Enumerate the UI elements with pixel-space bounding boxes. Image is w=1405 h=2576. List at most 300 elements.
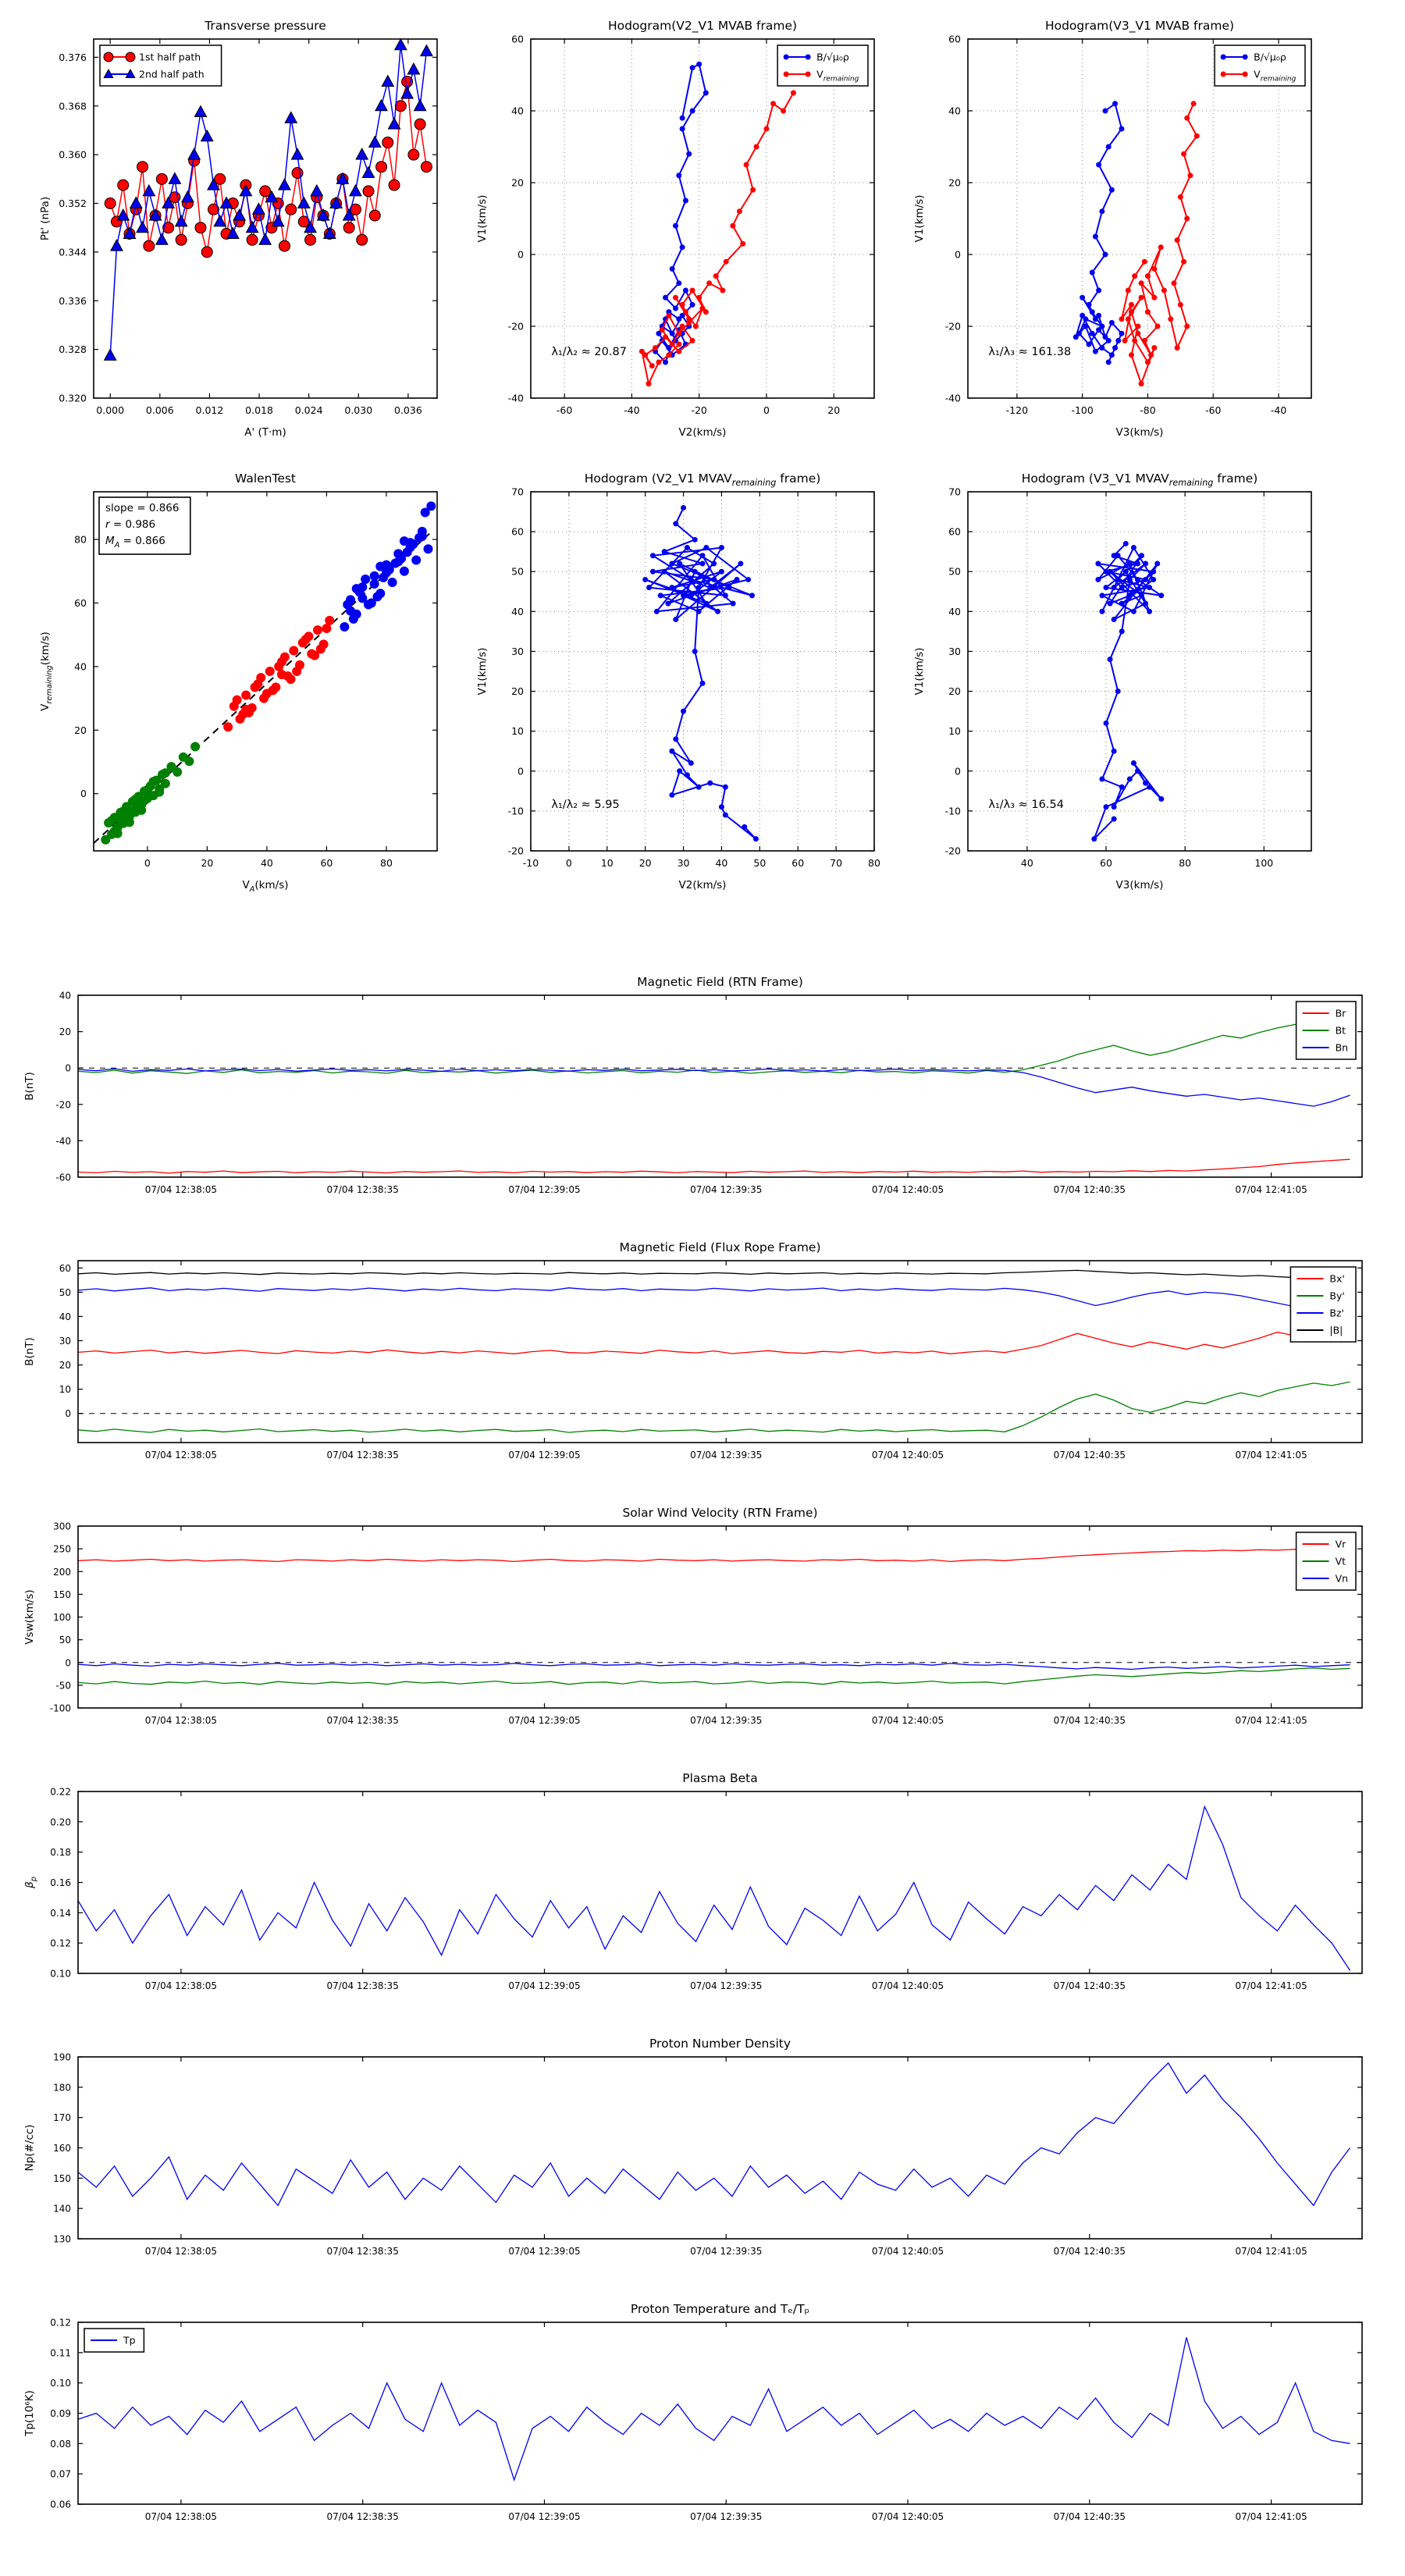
series-B bbox=[653, 62, 709, 365]
svg-text:40: 40 bbox=[511, 105, 524, 117]
svg-text:0.12: 0.12 bbox=[50, 1937, 71, 1949]
svg-text:20: 20 bbox=[948, 176, 961, 189]
svg-text:Vn: Vn bbox=[1335, 1572, 1349, 1585]
svg-text:20: 20 bbox=[59, 1360, 71, 1372]
svg-text:50: 50 bbox=[948, 565, 961, 578]
svg-text:Bz': Bz' bbox=[1329, 1307, 1344, 1319]
svg-text:0: 0 bbox=[65, 1062, 71, 1074]
grid bbox=[531, 39, 874, 398]
svg-text:07/04 12:38:35: 07/04 12:38:35 bbox=[326, 2511, 399, 2522]
svg-text:0.16: 0.16 bbox=[50, 1877, 71, 1888]
svg-text:07/04 12:38:35: 07/04 12:38:35 bbox=[326, 1980, 399, 1991]
svg-text:Vr: Vr bbox=[1335, 1538, 1346, 1550]
series-mid-interval bbox=[223, 616, 334, 731]
svg-text:0.018: 0.018 bbox=[245, 404, 273, 416]
svg-text:0.06: 0.06 bbox=[50, 2499, 71, 2510]
grid bbox=[531, 492, 874, 851]
svg-text:40: 40 bbox=[59, 1311, 71, 1322]
svg-text:300: 300 bbox=[53, 1521, 71, 1532]
svg-text:07/04 12:38:05: 07/04 12:38:05 bbox=[144, 1715, 218, 1726]
chart-solar-wind-velocity bbox=[0, 1501, 1405, 1759]
axes-frame bbox=[78, 2322, 1362, 2504]
svg-text:MA = 0.866: $M_A = 0.866$ bbox=[105, 535, 165, 550]
svg-text:50: 50 bbox=[753, 857, 767, 869]
svg-text:80: 80 bbox=[868, 857, 880, 869]
svg-text:07/04 12:39:35: 07/04 12:39:35 bbox=[690, 1715, 763, 1726]
svg-text:0: 0 bbox=[565, 857, 572, 869]
svg-text:0.09: 0.09 bbox=[50, 2408, 71, 2419]
legend bbox=[84, 2329, 144, 2352]
svg-text:30: 30 bbox=[511, 645, 524, 657]
legend bbox=[100, 45, 222, 86]
axes-frame bbox=[968, 39, 1311, 398]
svg-text:0.376: 0.376 bbox=[59, 51, 87, 63]
series-V-trace bbox=[1091, 541, 1164, 841]
ticks bbox=[508, 34, 874, 417]
svg-text:0.08: 0.08 bbox=[50, 2438, 71, 2450]
svg-text:0: 0 bbox=[65, 1657, 71, 1669]
svg-text:WalenTest: WalenTest bbox=[234, 471, 297, 486]
svg-text:Vremaining(km/s): $V_{remaining}(km/s)$ bbox=[39, 632, 54, 711]
svg-text:Hodogram (V2_V1 MVAVremaining: Hodogram (V2_V1 $MVAV_{remaining}$ frame) bbox=[584, 471, 821, 488]
info-box bbox=[99, 497, 190, 554]
svg-text:βp: $\beta_p$ bbox=[23, 1877, 38, 1888]
series-2nd half path bbox=[105, 39, 432, 361]
svg-text:200: 200 bbox=[53, 1566, 71, 1578]
svg-text:-10: -10 bbox=[522, 857, 539, 869]
svg-text:-10: -10 bbox=[507, 805, 524, 817]
svg-text:07/04 12:40:35: 07/04 12:40:35 bbox=[1053, 1450, 1126, 1461]
svg-text:B/√μ₀ρ: B/√μ₀ρ bbox=[816, 51, 849, 63]
svg-text:60: 60 bbox=[511, 33, 524, 45]
svg-text:80: 80 bbox=[74, 533, 87, 546]
svg-text:60: 60 bbox=[948, 33, 961, 45]
svg-text:140: 140 bbox=[53, 2203, 71, 2215]
svg-text:slope = 0.866: slope = 0.866 bbox=[105, 502, 180, 514]
svg-text:0: 0 bbox=[955, 765, 961, 777]
hodogram-v2v1-mvab-group bbox=[476, 19, 874, 439]
svg-text:Pt' (nPa): Pt' (nPa) bbox=[39, 196, 52, 241]
svg-text:07/04 12:38:35: 07/04 12:38:35 bbox=[326, 1450, 399, 1461]
svg-text:60: 60 bbox=[791, 857, 805, 869]
svg-text:07/04 12:38:05: 07/04 12:38:05 bbox=[144, 2246, 218, 2257]
svg-text:150: 150 bbox=[53, 1589, 71, 1600]
svg-text:-60: -60 bbox=[55, 1172, 71, 1183]
svg-text:10: 10 bbox=[600, 857, 614, 869]
series-V-trace bbox=[642, 505, 759, 841]
svg-text:07/04 12:41:05: 07/04 12:41:05 bbox=[1235, 1450, 1307, 1461]
svg-text:V2(km/s): V2(km/s) bbox=[678, 879, 727, 891]
svg-text:07/04 12:39:05: 07/04 12:39:05 bbox=[508, 1980, 581, 1991]
series-Vt bbox=[78, 1668, 1350, 1685]
svg-text:A' (T·m): A' (T·m) bbox=[244, 426, 286, 439]
svg-text:100: 100 bbox=[53, 1612, 71, 1623]
svg-text:-20: -20 bbox=[944, 320, 961, 333]
svg-text:07/04 12:41:05: 07/04 12:41:05 bbox=[1235, 1980, 1307, 1991]
series-Tp bbox=[78, 2334, 1350, 2480]
svg-text:07/04 12:40:35: 07/04 12:40:35 bbox=[1053, 1980, 1126, 1991]
svg-text:-10: -10 bbox=[944, 805, 961, 817]
svg-text:B(nT): B(nT) bbox=[23, 1337, 36, 1366]
svg-text:Plasma Beta: Plasma Beta bbox=[682, 1771, 758, 1785]
svg-text:30: 30 bbox=[59, 1336, 71, 1347]
chart-hodogram-v3v1-mvav bbox=[894, 457, 1331, 909]
svg-text:-20: -20 bbox=[507, 320, 524, 333]
svg-text:40: 40 bbox=[948, 105, 961, 117]
svg-text:Transverse pressure: Transverse pressure bbox=[205, 19, 326, 33]
svg-text:Bn: Bn bbox=[1335, 1041, 1349, 1054]
svg-text:07/04 12:40:35: 07/04 12:40:35 bbox=[1053, 2511, 1126, 2522]
svg-text:07/04 12:39:05: 07/04 12:39:05 bbox=[508, 2511, 581, 2522]
chart-hodogram-v3v1-mvab bbox=[894, 4, 1331, 457]
svg-text:0: 0 bbox=[80, 788, 87, 800]
svg-text:0.12: 0.12 bbox=[50, 2317, 71, 2329]
svg-text:0.000: 0.000 bbox=[96, 404, 125, 416]
svg-text:Tp: Tp bbox=[123, 2334, 136, 2347]
svg-text:250: 250 bbox=[53, 1543, 71, 1555]
svg-text:V1(km/s): V1(km/s) bbox=[476, 647, 489, 696]
series-|B| bbox=[78, 1270, 1350, 1279]
svg-text:80: 80 bbox=[380, 857, 393, 869]
legend bbox=[1290, 1267, 1356, 1342]
svg-text:0.10: 0.10 bbox=[50, 2378, 71, 2389]
svg-text:20: 20 bbox=[511, 685, 524, 698]
svg-text:150: 150 bbox=[53, 2172, 71, 2184]
svg-text:VA(km/s): $V_A(km/s)$ bbox=[242, 879, 289, 894]
svg-text:07/04 12:39:35: 07/04 12:39:35 bbox=[690, 2511, 763, 2522]
chart-hodogram-v2v1-mvab bbox=[457, 4, 894, 457]
svg-text:07/04 12:40:05: 07/04 12:40:05 bbox=[871, 2511, 944, 2522]
svg-text:2nd half path: 2nd half path bbox=[139, 68, 205, 80]
svg-text:0.368: 0.368 bbox=[59, 100, 87, 112]
hodogram-v3v1-mvab-plot bbox=[894, 4, 1331, 457]
hodogram-v2v1-mvav-plot bbox=[457, 457, 894, 909]
legend bbox=[1297, 1002, 1356, 1059]
walen-test-plot bbox=[20, 457, 457, 909]
svg-text:Proton Number Density: Proton Number Density bbox=[649, 2037, 791, 2051]
ticks bbox=[53, 2052, 1362, 2258]
svg-text:60: 60 bbox=[74, 596, 87, 609]
svg-text:0.024: 0.024 bbox=[294, 404, 323, 416]
legend bbox=[1297, 1532, 1356, 1590]
svg-text:60: 60 bbox=[1100, 857, 1112, 869]
svg-text:By': By' bbox=[1329, 1290, 1345, 1302]
svg-text:0.336: 0.336 bbox=[59, 294, 87, 307]
svg-text:30: 30 bbox=[677, 857, 690, 869]
svg-text:07/04 12:39:05: 07/04 12:39:05 bbox=[508, 1450, 581, 1461]
svg-text:50: 50 bbox=[59, 1286, 71, 1298]
svg-text:Vremaining: $V_{remaining}$ bbox=[816, 68, 859, 84]
series-beta bbox=[78, 1806, 1350, 1970]
svg-text:0: 0 bbox=[763, 404, 770, 416]
svg-text:07/04 12:40:05: 07/04 12:40:05 bbox=[871, 1184, 944, 1195]
svg-text:07/04 12:40:05: 07/04 12:40:05 bbox=[871, 2246, 944, 2257]
svg-text:60: 60 bbox=[511, 525, 524, 538]
mag-field-rtn-group bbox=[23, 975, 1362, 1195]
svg-text:07/04 12:40:35: 07/04 12:40:35 bbox=[1053, 1715, 1126, 1726]
axes-frame bbox=[78, 995, 1362, 1177]
chart-mag-field-rtn bbox=[0, 970, 1405, 1228]
transverse-pressure-plot bbox=[20, 4, 457, 457]
proton-number-density-plot bbox=[0, 2032, 1405, 2290]
svg-text:0.030: 0.030 bbox=[344, 404, 373, 416]
svg-text:0.11: 0.11 bbox=[50, 2347, 71, 2359]
svg-text:07/04 12:39:35: 07/04 12:39:35 bbox=[690, 1184, 763, 1195]
svg-text:|B|: |B| bbox=[1329, 1324, 1343, 1336]
series-Vn bbox=[78, 1663, 1350, 1670]
svg-text:07/04 12:39:05: 07/04 12:39:05 bbox=[508, 1184, 581, 1195]
series-Bn bbox=[78, 1069, 1350, 1106]
svg-text:60: 60 bbox=[948, 525, 961, 538]
svg-text:-100: -100 bbox=[1071, 404, 1094, 416]
svg-text:10: 10 bbox=[59, 1384, 71, 1396]
hodogram-v3v1-mvav-group bbox=[913, 471, 1311, 891]
svg-text:80: 80 bbox=[1179, 857, 1192, 869]
svg-text:07/04 12:41:05: 07/04 12:41:05 bbox=[1235, 1715, 1307, 1726]
svg-text:0.352: 0.352 bbox=[59, 197, 87, 210]
svg-text:70: 70 bbox=[511, 486, 524, 498]
solar-wind-velocity-plot bbox=[0, 1501, 1405, 1759]
svg-text:0.20: 0.20 bbox=[50, 1816, 71, 1828]
svg-text:Np(#/cc): Np(#/cc) bbox=[23, 2124, 36, 2172]
svg-text:20: 20 bbox=[59, 1026, 71, 1038]
series-B bbox=[1073, 101, 1125, 365]
series-last-interval bbox=[340, 501, 436, 632]
walen-test-group bbox=[39, 471, 437, 894]
svg-text:60: 60 bbox=[320, 857, 333, 869]
hodogram-v2v1-mvav-group bbox=[476, 471, 880, 891]
svg-text:40: 40 bbox=[59, 990, 71, 1002]
chart-proton-number-density bbox=[0, 2032, 1405, 2290]
svg-text:30: 30 bbox=[948, 645, 961, 657]
svg-text:-40: -40 bbox=[507, 392, 524, 404]
series-Np bbox=[78, 2063, 1350, 2206]
series-Vr bbox=[78, 1549, 1350, 1561]
svg-text:Hodogram(V2_V1 MVAB frame): Hodogram(V2_V1 MVAB frame) bbox=[607, 19, 798, 33]
svg-text:Proton Temperature and Tₑ/Tₚ: Proton Temperature and Tₑ/Tₚ bbox=[630, 2302, 810, 2316]
svg-text:0.320: 0.320 bbox=[59, 392, 87, 404]
proton-temperature-plot bbox=[0, 2297, 1405, 2555]
axes-frame bbox=[78, 1526, 1362, 1708]
svg-text:0: 0 bbox=[955, 248, 961, 261]
svg-text:100: 100 bbox=[1254, 857, 1274, 869]
svg-text:130: 130 bbox=[53, 2233, 71, 2245]
svg-text:-120: -120 bbox=[1005, 404, 1029, 416]
svg-text:V3(km/s): V3(km/s) bbox=[1115, 879, 1164, 891]
hodogram-v3v1-mvav-plot bbox=[894, 457, 1331, 909]
svg-text:Vremaining: $V_{remaining}$ bbox=[1254, 68, 1297, 84]
svg-text:0.10: 0.10 bbox=[50, 1968, 71, 1980]
svg-text:Hodogram (V3_V1 MVAVremaining: Hodogram (V3_V1 $MVAV_{remaining}$ frame) bbox=[1021, 471, 1258, 488]
grid bbox=[968, 492, 1311, 851]
mag-field-fluxrope-group bbox=[23, 1240, 1362, 1461]
chart-hodogram-v2v1-mvav bbox=[457, 457, 894, 909]
svg-text:20: 20 bbox=[948, 685, 961, 698]
ticks bbox=[50, 1787, 1362, 1992]
mag-field-rtn-plot bbox=[0, 970, 1405, 1228]
ticks bbox=[945, 34, 1311, 417]
chart-proton-temperature bbox=[0, 2297, 1405, 2555]
axes-frame bbox=[94, 39, 437, 398]
svg-text:40: 40 bbox=[948, 605, 961, 617]
chart-transverse-pressure bbox=[20, 4, 457, 457]
svg-text:λ₁/λ₂ ≈ 5.95: λ₁/λ₂ ≈ 5.95 bbox=[551, 798, 620, 811]
svg-text:20: 20 bbox=[74, 724, 87, 736]
axes-frame bbox=[968, 492, 1311, 851]
svg-text:V3(km/s): V3(km/s) bbox=[1115, 426, 1164, 439]
svg-text:-20: -20 bbox=[944, 845, 961, 857]
svg-text:Vt: Vt bbox=[1335, 1555, 1346, 1567]
svg-text:70: 70 bbox=[948, 486, 961, 498]
svg-text:40: 40 bbox=[1020, 857, 1033, 869]
svg-text:0.006: 0.006 bbox=[145, 404, 174, 416]
svg-text:-50: -50 bbox=[55, 1680, 71, 1692]
svg-text:07/04 12:41:05: 07/04 12:41:05 bbox=[1235, 2511, 1307, 2522]
svg-text:0.344: 0.344 bbox=[59, 246, 87, 258]
svg-text:07/04 12:40:35: 07/04 12:40:35 bbox=[1053, 1184, 1126, 1195]
svg-text:λ₁/λ₃ ≈ 161.38: λ₁/λ₃ ≈ 161.38 bbox=[988, 345, 1072, 358]
svg-text:160: 160 bbox=[53, 2143, 71, 2154]
series-Br bbox=[78, 1159, 1350, 1173]
svg-text:07/04 12:41:05: 07/04 12:41:05 bbox=[1235, 2246, 1307, 2257]
svg-text:0.012: 0.012 bbox=[195, 404, 224, 416]
series-Vremaining bbox=[1119, 101, 1199, 386]
svg-text:-40: -40 bbox=[624, 404, 640, 416]
svg-text:0.360: 0.360 bbox=[59, 148, 87, 161]
svg-text:Hodogram(V3_V1 MVAB frame): Hodogram(V3_V1 MVAB frame) bbox=[1044, 19, 1235, 33]
svg-text:07/04 12:39:35: 07/04 12:39:35 bbox=[690, 1980, 763, 1991]
svg-text:190: 190 bbox=[53, 2051, 71, 2063]
proton-temperature-group bbox=[23, 2302, 1362, 2522]
svg-text:0: 0 bbox=[65, 1408, 71, 1420]
svg-text:0: 0 bbox=[518, 248, 524, 261]
svg-text:V1(km/s): V1(km/s) bbox=[476, 194, 489, 243]
svg-text:180: 180 bbox=[53, 2082, 71, 2094]
svg-text:0.07: 0.07 bbox=[50, 2468, 71, 2480]
svg-text:Magnetic Field (RTN Frame): Magnetic Field (RTN Frame) bbox=[637, 975, 803, 989]
hodogram-v2v1-mvab-plot bbox=[457, 4, 894, 457]
svg-text:07/04 12:40:05: 07/04 12:40:05 bbox=[871, 1980, 944, 1991]
proton-number-density-group bbox=[23, 2037, 1362, 2257]
legend bbox=[777, 45, 868, 86]
svg-text:-20: -20 bbox=[507, 845, 524, 857]
svg-text:40: 40 bbox=[511, 605, 524, 617]
svg-text:-20: -20 bbox=[55, 1099, 71, 1111]
svg-text:07/04 12:38:35: 07/04 12:38:35 bbox=[326, 1184, 399, 1195]
series-Bx' bbox=[78, 1329, 1350, 1354]
svg-text:170: 170 bbox=[53, 2112, 71, 2124]
solar-wind-velocity-group bbox=[23, 1506, 1362, 1726]
svg-text:40: 40 bbox=[74, 660, 87, 673]
svg-text:10: 10 bbox=[948, 725, 961, 738]
svg-text:0: 0 bbox=[518, 765, 524, 777]
svg-text:20: 20 bbox=[511, 176, 524, 189]
svg-text:07/04 12:40:05: 07/04 12:40:05 bbox=[871, 1450, 944, 1461]
svg-text:V1(km/s): V1(km/s) bbox=[913, 194, 926, 243]
svg-text:07/04 12:38:05: 07/04 12:38:05 bbox=[144, 1450, 218, 1461]
svg-text:07/04 12:39:35: 07/04 12:39:35 bbox=[690, 2246, 763, 2257]
axes-frame bbox=[531, 492, 874, 851]
svg-text:07/04 12:38:05: 07/04 12:38:05 bbox=[144, 1980, 218, 1991]
svg-text:50: 50 bbox=[511, 565, 524, 578]
chart-walen-test bbox=[20, 457, 457, 909]
svg-text:07/04 12:39:05: 07/04 12:39:05 bbox=[508, 1715, 581, 1726]
svg-text:07/04 12:38:35: 07/04 12:38:35 bbox=[326, 1715, 399, 1726]
svg-text:r = 0.986: r = 0.986 bbox=[105, 518, 156, 531]
svg-text:-20: -20 bbox=[691, 404, 707, 416]
axes-frame bbox=[78, 1791, 1362, 1973]
svg-text:Vsw(km/s): Vsw(km/s) bbox=[23, 1589, 36, 1645]
grid bbox=[968, 39, 1311, 398]
svg-text:V2(km/s): V2(km/s) bbox=[678, 426, 727, 439]
svg-text:λ₁/λ₃ ≈ 16.54: λ₁/λ₃ ≈ 16.54 bbox=[988, 798, 1064, 811]
svg-text:40: 40 bbox=[260, 857, 273, 869]
svg-text:V1(km/s): V1(km/s) bbox=[913, 647, 926, 696]
plasma-beta-group bbox=[23, 1771, 1362, 1991]
svg-text:0.18: 0.18 bbox=[50, 1847, 71, 1859]
svg-text:0: 0 bbox=[144, 857, 151, 869]
series-By' bbox=[78, 1382, 1350, 1432]
svg-text:60: 60 bbox=[59, 1262, 71, 1274]
svg-text:B(nT): B(nT) bbox=[23, 1072, 36, 1101]
chart-plasma-beta bbox=[0, 1767, 1405, 2024]
svg-text:Bx': Bx' bbox=[1329, 1272, 1345, 1285]
svg-text:10: 10 bbox=[511, 725, 524, 738]
svg-text:20: 20 bbox=[638, 857, 652, 869]
svg-text:0.328: 0.328 bbox=[59, 343, 87, 356]
svg-text:-80: -80 bbox=[1140, 404, 1156, 416]
svg-text:1st half path: 1st half path bbox=[139, 51, 201, 63]
svg-text:70: 70 bbox=[830, 857, 843, 869]
svg-text:Magnetic Field (Flux Rope Fram: Magnetic Field (Flux Rope Frame) bbox=[619, 1240, 821, 1254]
svg-text:-100: -100 bbox=[49, 1703, 71, 1714]
svg-text:B/√μ₀ρ: B/√μ₀ρ bbox=[1254, 51, 1286, 63]
svg-text:50: 50 bbox=[59, 1635, 71, 1646]
ticks bbox=[50, 2318, 1362, 2523]
plasma-beta-plot bbox=[0, 1767, 1405, 2024]
transverse-pressure-group bbox=[39, 19, 437, 439]
chart-mag-field-fluxrope bbox=[0, 1236, 1405, 1493]
svg-text:07/04 12:40:05: 07/04 12:40:05 bbox=[871, 1715, 944, 1726]
svg-text:07/04 12:41:05: 07/04 12:41:05 bbox=[1235, 1184, 1307, 1195]
axes-frame bbox=[78, 2057, 1362, 2239]
svg-text:Bt: Bt bbox=[1335, 1024, 1346, 1037]
svg-text:07/04 12:39:35: 07/04 12:39:35 bbox=[690, 1450, 763, 1461]
svg-text:-40: -40 bbox=[944, 392, 961, 404]
svg-text:-40: -40 bbox=[55, 1135, 71, 1147]
svg-text:Solar Wind Velocity (RTN Frame: Solar Wind Velocity (RTN Frame) bbox=[622, 1506, 818, 1520]
svg-text:07/04 12:38:35: 07/04 12:38:35 bbox=[326, 2246, 399, 2257]
svg-text:-60: -60 bbox=[1205, 404, 1222, 416]
legend bbox=[1215, 45, 1305, 86]
series-Bt bbox=[78, 1020, 1350, 1074]
series-first-interval bbox=[101, 742, 200, 844]
axes-frame bbox=[531, 39, 874, 398]
svg-text:Br: Br bbox=[1335, 1007, 1346, 1019]
series-Bz' bbox=[78, 1288, 1350, 1309]
mag-field-fluxrope-plot bbox=[0, 1236, 1405, 1493]
svg-text:-60: -60 bbox=[556, 404, 573, 416]
svg-text:-40: -40 bbox=[1270, 404, 1287, 416]
ticks bbox=[508, 486, 880, 870]
svg-text:07/04 12:39:05: 07/04 12:39:05 bbox=[508, 2246, 581, 2257]
svg-text:0.14: 0.14 bbox=[50, 1907, 71, 1919]
svg-text:0.22: 0.22 bbox=[50, 1786, 71, 1798]
svg-text:20: 20 bbox=[827, 404, 841, 416]
svg-text:20: 20 bbox=[201, 857, 214, 869]
svg-text:0.036: 0.036 bbox=[393, 404, 422, 416]
hodogram-v3v1-mvab-group bbox=[913, 19, 1311, 439]
